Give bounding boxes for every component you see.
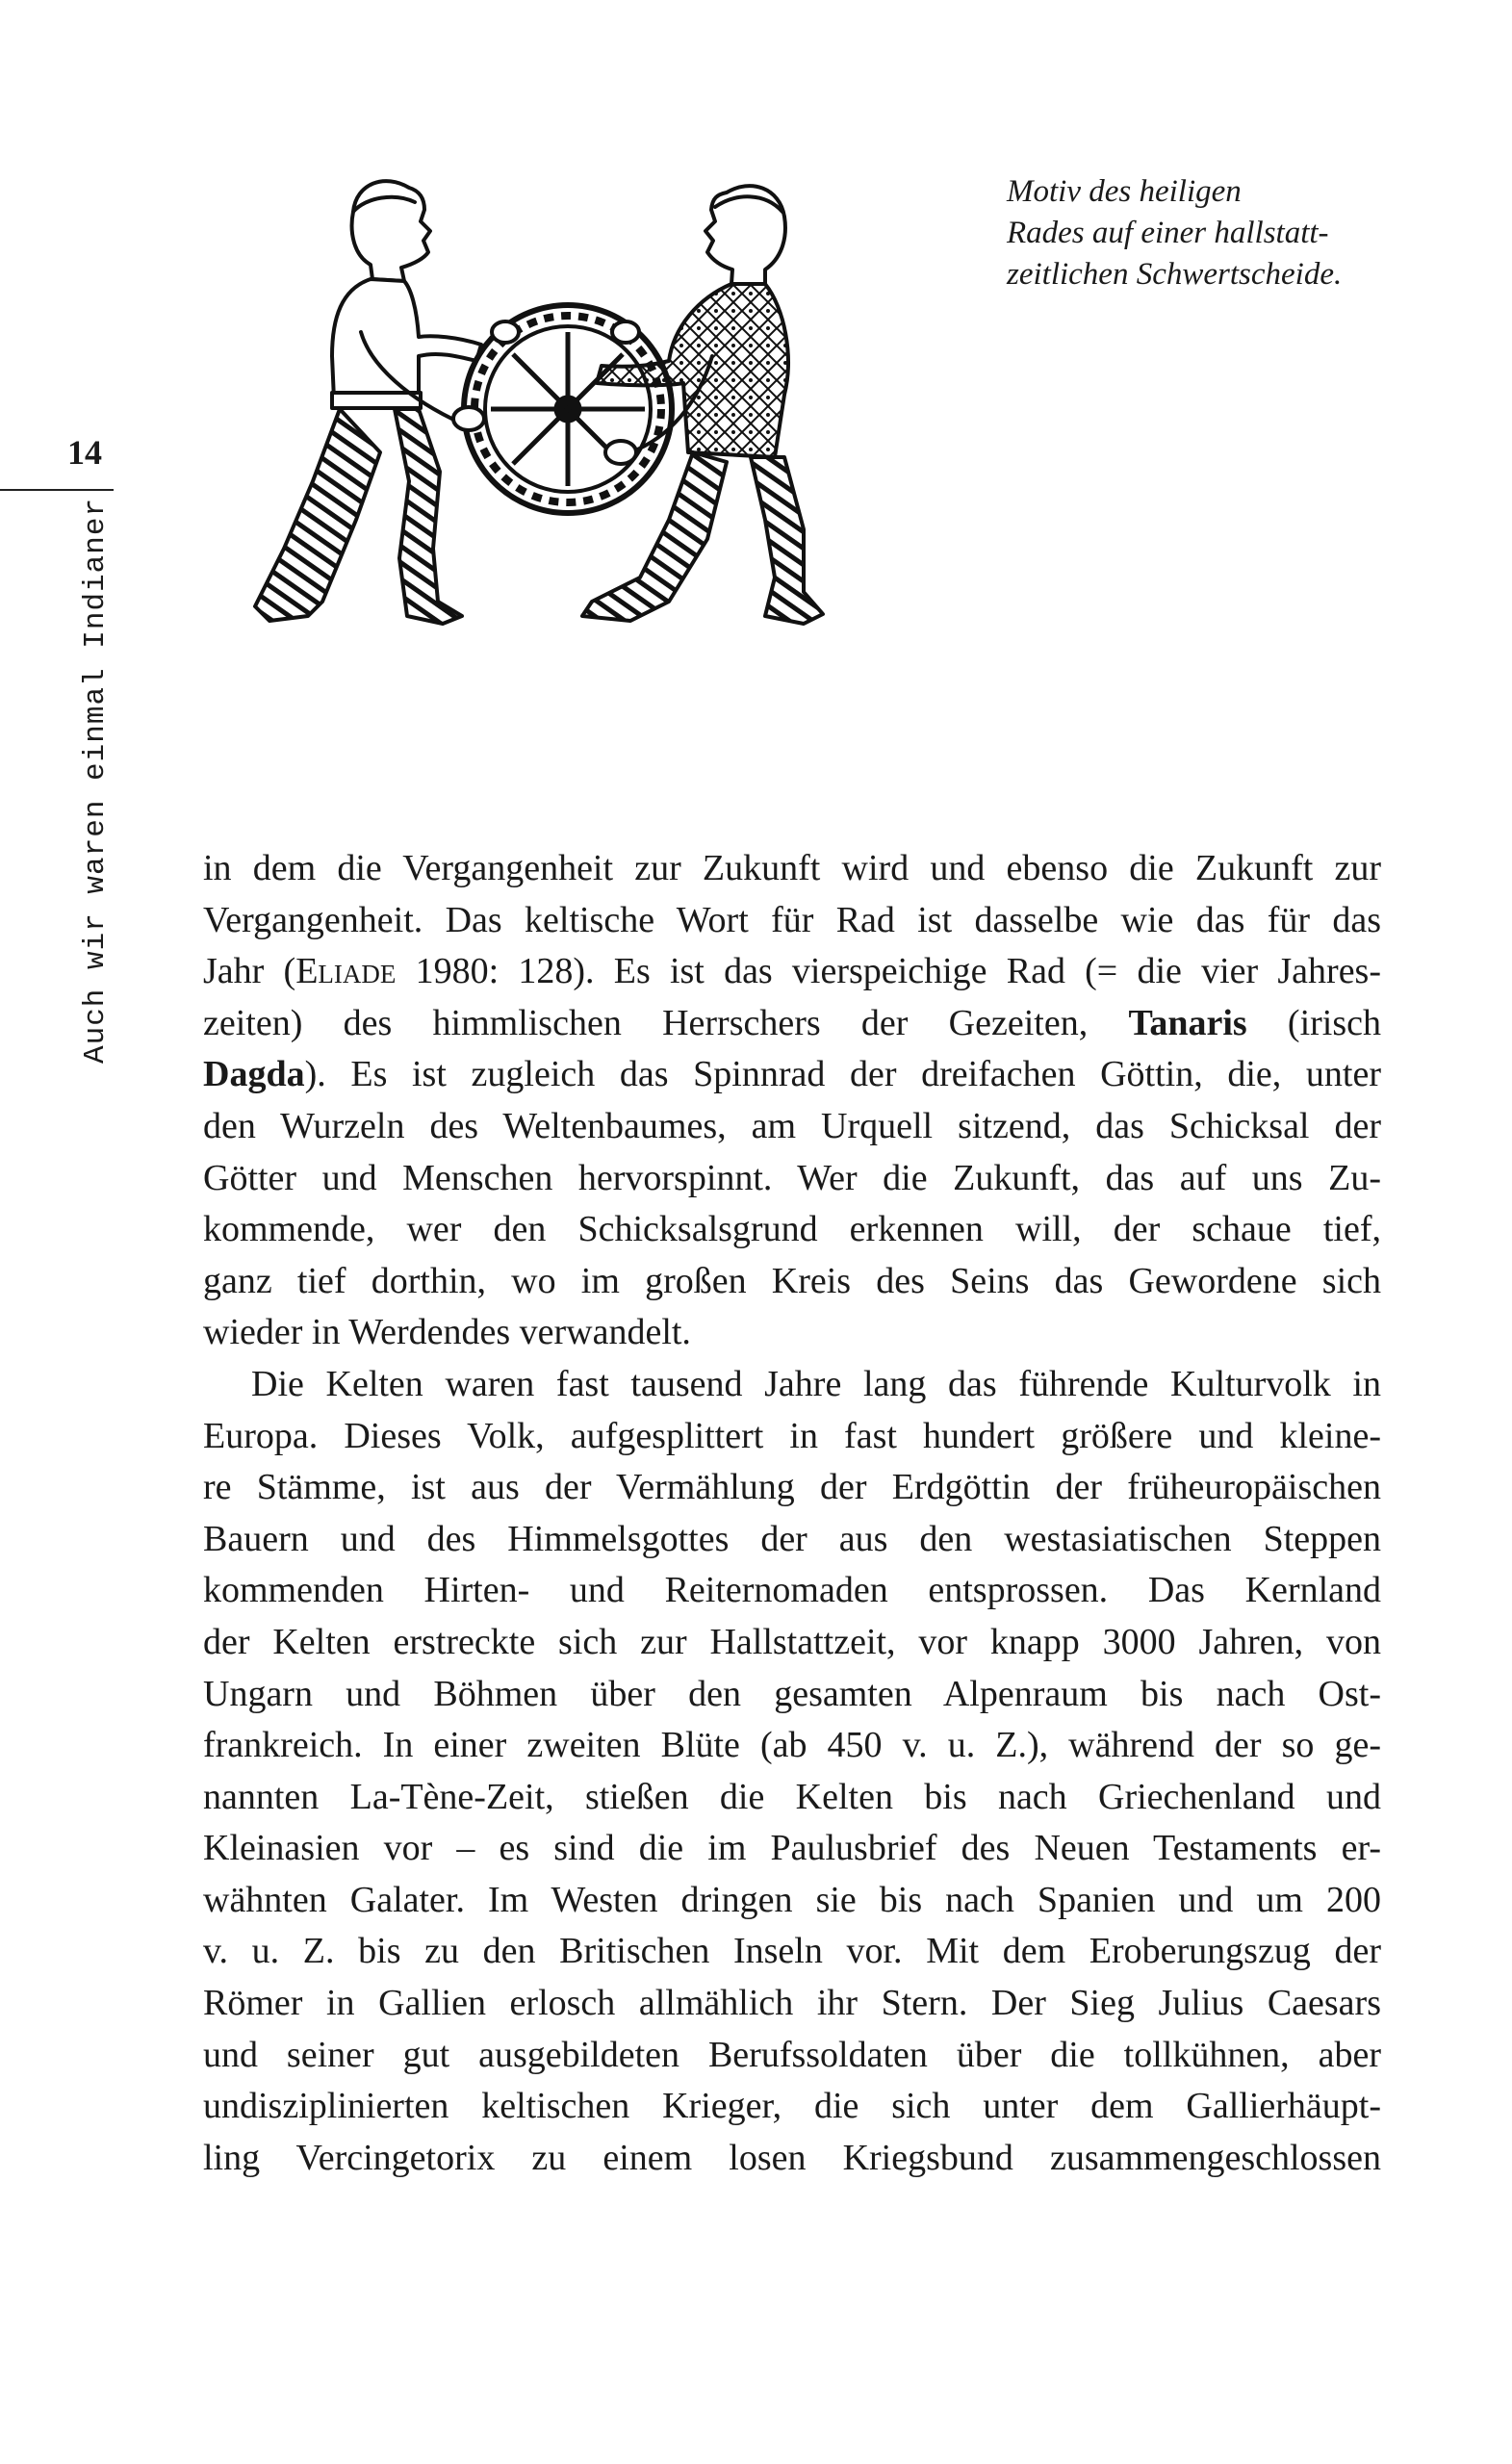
caption-line: Rades auf einer hallstatt- [1007,216,1329,250]
text-line: der Kelten erstreckte sich zur Hallstattzeit, vor knapp 3000 Jahren, von [203,1621,1381,1662]
text-run: Vergangenheit. Das keltische Wort für Rad ist dasselbe wie das für das [203,899,1381,940]
text-run: ). Es ist zugleich das Spinnrad der dreifachen Göttin, die, unter [304,1054,1381,1095]
text-line: Die Kelten waren fast tausend Jahre lang das führende Kulturvolk in [251,1363,1381,1404]
text-line: und seiner gut ausgebildeten Berufssoldaten über die tollkühnen, aber [203,2034,1381,2075]
text-line: Römer in Gallien erlosch allmählich ihr Stern. Der Sieg Julius Caesars [203,1983,1381,2024]
text-line [203,946,1381,998]
text-run: zeiten) des himmlischen Herrschers der Gezeiten, [203,1002,1129,1043]
text-line [203,1204,1381,1256]
text-line: Ungarn und Böhmen über den gesamten Alpenraum bis nach Ost- [203,1673,1381,1714]
figure-caption [1007,171,1392,295]
author-citation: Eliade [295,951,397,992]
caption-line: Motiv des heiligen [1007,174,1242,209]
running-title: Auch wir waren einmal Indianer [79,497,113,1064]
text-line: v. u. Z. bis zu den Britischen Inseln vor. Mit dem Eroberungszug der [203,1931,1381,1972]
text-line [203,1101,1381,1153]
text-line [203,843,1381,895]
page-number-rule [0,489,114,491]
text-line: Kleinasien vor – es sind die im Paulusbrief des Neuen Testaments er- [203,1828,1381,1869]
text-line [203,1256,1381,1308]
text-run: kommende, wer den Schicksalsgrund erkennen will, der schaue tief, [203,1209,1381,1250]
text-run: wieder in Werdendes verwandelt. [203,1312,691,1353]
text-line [203,1049,1381,1101]
text-run: in dem die Vergangenheit zur Zukunft wird und ebenso die Zukunft zur [203,848,1381,888]
text-run: Jahr ( [203,951,296,992]
page-number: 14 [67,433,102,472]
caption-line: zeitlichen Schwertscheide. [1007,257,1343,292]
text-line [203,1153,1381,1205]
text-line [203,895,1381,947]
text-line: undisziplinierten keltischen Krieger, die sich unter dem Gallierhäupt- [203,2086,1381,2127]
body-text [203,843,1381,2184]
bold-term: Tanaris [1128,1002,1247,1043]
sacred-wheel-illustration [188,164,977,760]
text-run: ganz tief dorthin, wo im großen Kreis des Seins das Gewordene sich [203,1260,1381,1301]
text-run: 1980: 128). Es ist das vierspeichige Rad (= die vier Jahres- [396,951,1382,992]
text-line: kommenden Hirten- und Reiternomaden entsprossen. Das Kernland [203,1570,1381,1611]
text-line: re Stämme, ist aus der Vermählung der Erdgöttin der früheuropäischen [203,1467,1381,1508]
text-line: Europa. Dieses Volk, aufgesplittert in fast hundert größere und kleine- [203,1415,1381,1456]
text-line [203,998,1381,1050]
text-line: nannten La-Tène-Zeit, stießen die Kelten bis nach Griechenland und [203,1776,1381,1817]
text-line: Bauern und des Himmelsgottes der aus den westasiatischen Steppen [203,1518,1381,1559]
text-run: (irisch [1246,1002,1381,1043]
text-run: den Wurzeln des Weltenbaumes, am Urquell sitzend, das Schicksal der [203,1105,1381,1146]
bold-term: Dagda [203,1054,305,1095]
text-line: ling Vercingetorix zu einem losen Kriegsbund zusammengeschlossen [203,2137,1381,2178]
text-line [203,1307,1381,1359]
text-line: frankreich. In einer zweiten Blüte (ab 450 v. u. Z.), während der so ge- [203,1725,1381,1766]
text-line: wähnten Galater. Im Westen dringen sie bis nach Spanien und um 200 [203,1879,1381,1920]
text-run: Götter und Menschen hervorspinnt. Wer die Zukunft, das auf uns Zu- [203,1157,1381,1198]
